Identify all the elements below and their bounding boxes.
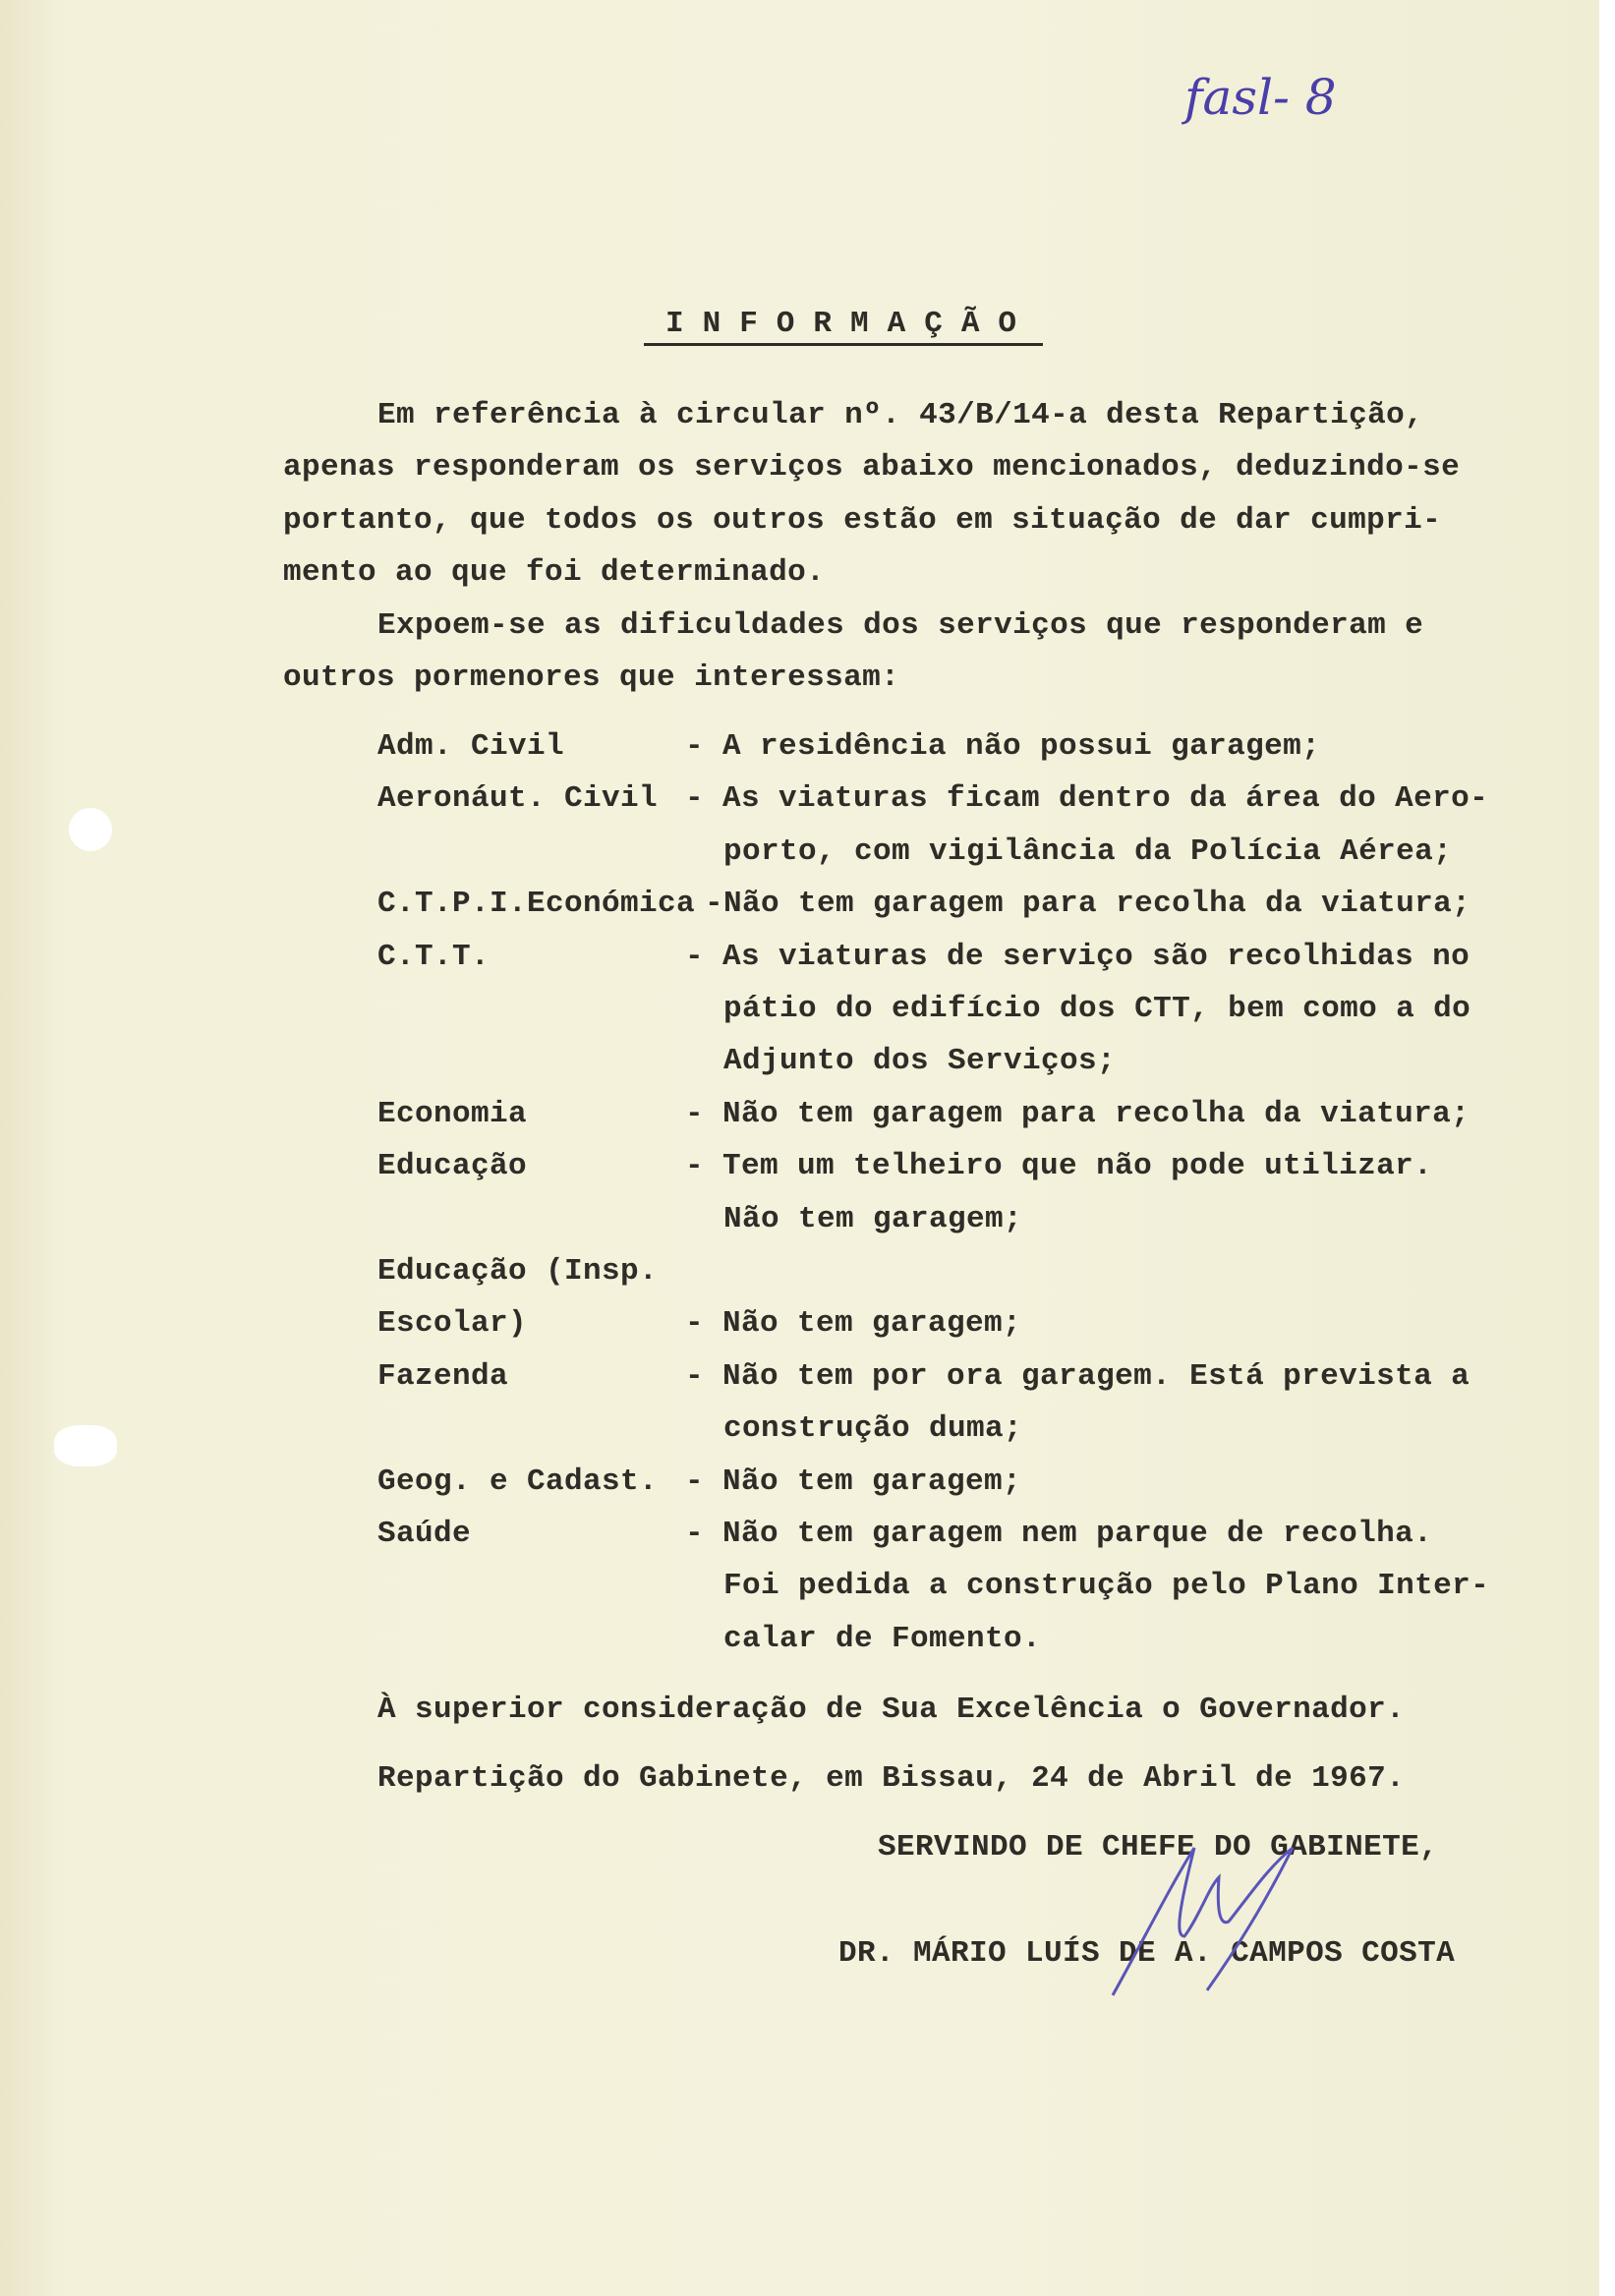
service-remark: - Não tem por ora garagem. Está prevista a xyxy=(685,1358,1471,1394)
service-remark: - A residência não possui garagem; xyxy=(685,729,1321,764)
document-title: INFORMAÇÃO xyxy=(644,307,1043,346)
service-remark: - Não tem garagem para recolha da viatura; xyxy=(685,1096,1471,1131)
service-remark: construção duma; xyxy=(723,1411,1023,1447)
service-name: Economia xyxy=(377,1096,528,1131)
punch-hole xyxy=(69,808,112,851)
service-name: Escolar) xyxy=(377,1306,528,1342)
intro-line: Expoem-se as dificuldades dos serviços que responderam e xyxy=(377,607,1424,643)
service-name: Geog. e Cadast. xyxy=(377,1464,659,1499)
service-remark: - Tem um telheiro que não pode utilizar. xyxy=(685,1149,1433,1184)
service-remark: - As viaturas ficam dentro da área do Aero- xyxy=(685,781,1489,817)
service-remark: -Não tem garagem para recolha da viatura; xyxy=(705,887,1471,922)
service-remark: - Não tem garagem; xyxy=(685,1306,1022,1342)
intro-line: outros pormenores que interessam: xyxy=(283,660,900,695)
service-remark: calar de Fomento. xyxy=(723,1621,1042,1656)
place-date: Repartição do Gabinete, em Bissau, 24 de Abril de 1967. xyxy=(377,1761,1406,1796)
service-remark: - Não tem garagem nem parque de recolha. xyxy=(685,1517,1433,1551)
torn-hole xyxy=(54,1425,117,1466)
service-remark: - Não tem garagem; xyxy=(685,1464,1022,1499)
service-name: Educação (Insp. xyxy=(377,1254,659,1289)
page-edge xyxy=(1599,0,1615,2296)
signatory-role: SERVINDO DE CHEFE DO GABINETE, xyxy=(878,1830,1439,1865)
service-name: Saúde xyxy=(377,1517,472,1551)
intro-line: portanto, que todos os outros estão em situação de dar cumpri- xyxy=(283,502,1442,538)
service-remark: - As viaturas de serviço são recolhidas no xyxy=(685,939,1471,974)
service-remark: Adjunto dos Serviços; xyxy=(723,1044,1117,1079)
intro-line: Em referência à circular nº. 43/B/14-a desta Repartição, xyxy=(377,398,1424,432)
service-name: C.T.T. xyxy=(377,939,490,974)
service-name: C.T.P.I.Económica xyxy=(377,887,696,922)
closing-line: À superior consideração de Sua Excelência o Governador. xyxy=(377,1693,1406,1727)
signature xyxy=(1101,1828,1337,2005)
intro-line: mento ao que foi determinado. xyxy=(283,555,826,591)
intro-line: apenas responderam os serviços abaixo mencionados, deduzindo-se xyxy=(283,450,1461,486)
service-name: Educação xyxy=(377,1149,528,1184)
service-name: Adm. Civil xyxy=(377,729,565,764)
handwritten-annotation: fasl- 8 xyxy=(1184,69,1337,126)
service-remark: pátio do edifício dos CTT, bem como a do xyxy=(723,992,1471,1026)
service-name: Fazenda xyxy=(377,1358,509,1394)
service-remark: Não tem garagem; xyxy=(723,1201,1023,1236)
service-remark: Foi pedida a construção pelo Plano Inter- xyxy=(723,1569,1490,1604)
signatory-name: DR. MÁRIO LUÍS DE A. CAMPOS COSTA xyxy=(838,1936,1456,1971)
service-name: Aeronáut. Civil xyxy=(377,781,659,817)
service-remark: porto, com vigilância da Polícia Aérea; xyxy=(723,833,1453,869)
